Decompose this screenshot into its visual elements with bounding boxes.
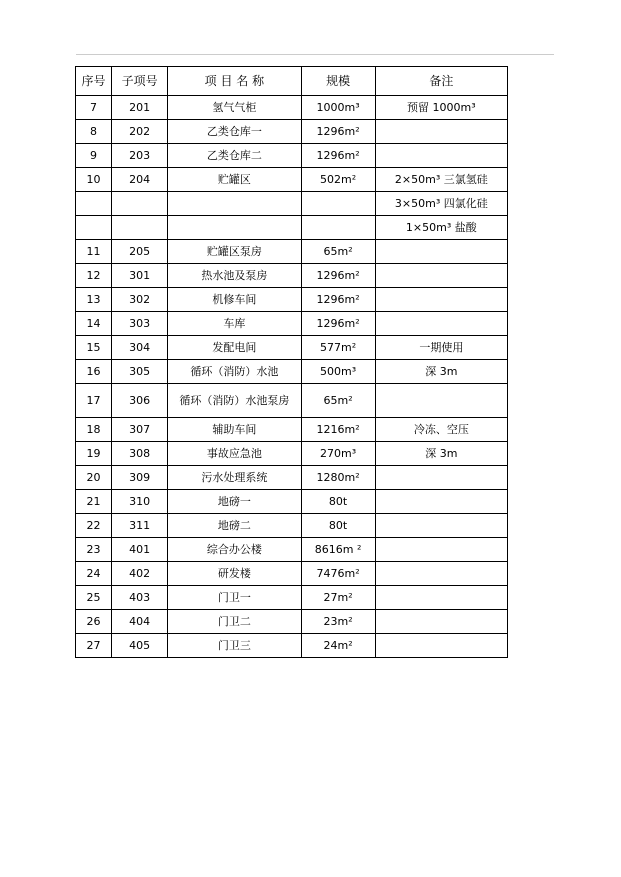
cell-note: 深 3m: [375, 360, 507, 384]
cell-note: 1×50m³ 盐酸: [375, 216, 507, 240]
cell-no: 11: [76, 240, 112, 264]
table-row: [76, 418, 508, 442]
cell-scale: [301, 192, 375, 216]
cell-sub: 202: [112, 120, 168, 144]
table-row: [76, 240, 508, 264]
cell-name: 事故应急池: [168, 442, 301, 466]
table-row: [76, 384, 508, 418]
cell-no: [76, 192, 112, 216]
table-row: [76, 442, 508, 466]
cell-scale: 502m²: [301, 168, 375, 192]
cell-sub: 205: [112, 240, 168, 264]
cell-sub: 305: [112, 360, 168, 384]
cell-sub: 402: [112, 562, 168, 586]
cell-scale: 80t: [301, 514, 375, 538]
cell-sub: 303: [112, 312, 168, 336]
cell-name: 地磅一: [168, 490, 301, 514]
cell-sub: 201: [112, 96, 168, 120]
table-row: [76, 168, 508, 192]
cell-no: 25: [76, 586, 112, 610]
cell-no: 9: [76, 144, 112, 168]
cell-note: [375, 264, 507, 288]
cell-scale: 1296m²: [301, 312, 375, 336]
header-scale: 规模: [301, 67, 375, 96]
cell-no: 23: [76, 538, 112, 562]
cell-sub: 203: [112, 144, 168, 168]
cell-scale: 24m²: [301, 634, 375, 658]
table-body: [76, 96, 508, 658]
cell-note: [375, 514, 507, 538]
cell-name: [168, 216, 301, 240]
cell-scale: 80t: [301, 490, 375, 514]
cell-sub: 405: [112, 634, 168, 658]
header-rule: [76, 54, 554, 55]
cell-note: [375, 490, 507, 514]
cell-scale: 1000m³: [301, 96, 375, 120]
cell-name: 循环（消防）水池: [168, 360, 301, 384]
cell-name: 发配电间: [168, 336, 301, 360]
cell-note: 2×50m³ 三氯氢硅: [375, 168, 507, 192]
cell-note: 3×50m³ 四氯化硅: [375, 192, 507, 216]
table-row: [76, 586, 508, 610]
cell-note: [375, 384, 507, 418]
table-row: [76, 466, 508, 490]
cell-no: [76, 216, 112, 240]
cell-scale: 577m²: [301, 336, 375, 360]
table-header-row: [76, 67, 508, 96]
cell-name: 研发楼: [168, 562, 301, 586]
cell-scale: 8616m ²: [301, 538, 375, 562]
cell-name: 热水池及泵房: [168, 264, 301, 288]
cell-scale: 23m²: [301, 610, 375, 634]
cell-no: 17: [76, 384, 112, 418]
header-sub: 子项号: [112, 67, 168, 96]
cell-name: 门卫三: [168, 634, 301, 658]
cell-no: 8: [76, 120, 112, 144]
cell-scale: 27m²: [301, 586, 375, 610]
cell-scale: 1296m²: [301, 144, 375, 168]
cell-no: 7: [76, 96, 112, 120]
cell-sub: 308: [112, 442, 168, 466]
cell-no: 15: [76, 336, 112, 360]
table-row: [76, 192, 508, 216]
cell-sub: [112, 192, 168, 216]
table-row: [76, 288, 508, 312]
cell-note: [375, 120, 507, 144]
cell-sub: 301: [112, 264, 168, 288]
cell-no: 13: [76, 288, 112, 312]
table-row: [76, 96, 508, 120]
cell-scale: 1216m²: [301, 418, 375, 442]
cell-scale: 1296m²: [301, 120, 375, 144]
cell-no: 16: [76, 360, 112, 384]
cell-note: [375, 288, 507, 312]
cell-note: [375, 562, 507, 586]
cell-scale: 1296m²: [301, 288, 375, 312]
cell-scale: 1280m²: [301, 466, 375, 490]
cell-note: [375, 586, 507, 610]
cell-name: 贮罐区: [168, 168, 301, 192]
cell-scale: 65m²: [301, 240, 375, 264]
cell-note: [375, 466, 507, 490]
table-row: [76, 514, 508, 538]
cell-sub: 403: [112, 586, 168, 610]
cell-note: [375, 634, 507, 658]
cell-name: 综合办公楼: [168, 538, 301, 562]
cell-note: 一期使用: [375, 336, 507, 360]
cell-no: 27: [76, 634, 112, 658]
cell-sub: 306: [112, 384, 168, 418]
table-row: [76, 336, 508, 360]
cell-sub: 302: [112, 288, 168, 312]
cell-no: 22: [76, 514, 112, 538]
cell-note: [375, 312, 507, 336]
cell-name: 辅助车间: [168, 418, 301, 442]
cell-sub: 309: [112, 466, 168, 490]
cell-scale: 1296m²: [301, 264, 375, 288]
cell-name: 污水处理系统: [168, 466, 301, 490]
table-row: [76, 610, 508, 634]
cell-sub: [112, 216, 168, 240]
table-row: [76, 312, 508, 336]
cell-no: 18: [76, 418, 112, 442]
cell-scale: 270m³: [301, 442, 375, 466]
cell-note: 冷冻、空压: [375, 418, 507, 442]
cell-note: [375, 610, 507, 634]
cell-sub: 311: [112, 514, 168, 538]
cell-sub: 310: [112, 490, 168, 514]
table-row: [76, 538, 508, 562]
table-row: [76, 216, 508, 240]
cell-no: 10: [76, 168, 112, 192]
header-no: 序号: [76, 67, 112, 96]
cell-no: 12: [76, 264, 112, 288]
cell-scale: [301, 216, 375, 240]
table-row: [76, 264, 508, 288]
cell-name: 循环（消防）水池泵房: [168, 384, 301, 418]
cell-no: 19: [76, 442, 112, 466]
cell-no: 20: [76, 466, 112, 490]
cell-name: 地磅二: [168, 514, 301, 538]
cell-name: 氢气气柜: [168, 96, 301, 120]
cell-sub: 401: [112, 538, 168, 562]
cell-name: 乙类仓库二: [168, 144, 301, 168]
table-row: [76, 490, 508, 514]
cell-name: 乙类仓库一: [168, 120, 301, 144]
table-row: [76, 562, 508, 586]
cell-note: [375, 538, 507, 562]
cell-no: 26: [76, 610, 112, 634]
cell-note: 深 3m: [375, 442, 507, 466]
cell-no: 24: [76, 562, 112, 586]
cell-sub: 304: [112, 336, 168, 360]
header-note: 备注: [375, 67, 507, 96]
cell-no: 21: [76, 490, 112, 514]
cell-name: 机修车间: [168, 288, 301, 312]
cell-sub: 204: [112, 168, 168, 192]
table-row: [76, 120, 508, 144]
cell-scale: 7476m²: [301, 562, 375, 586]
table-row: [76, 360, 508, 384]
cell-note: [375, 240, 507, 264]
cell-no: 14: [76, 312, 112, 336]
project-table: [75, 66, 508, 658]
cell-note: 预留 1000m³: [375, 96, 507, 120]
cell-scale: 65m²: [301, 384, 375, 418]
cell-sub: 307: [112, 418, 168, 442]
cell-name: 贮罐区泵房: [168, 240, 301, 264]
table-row: [76, 144, 508, 168]
cell-name: 门卫一: [168, 586, 301, 610]
header-name: 项 目 名 称: [168, 67, 301, 96]
cell-name: 门卫二: [168, 610, 301, 634]
table-row: [76, 634, 508, 658]
cell-scale: 500m³: [301, 360, 375, 384]
cell-sub: 404: [112, 610, 168, 634]
cell-name: 车库: [168, 312, 301, 336]
cell-name: [168, 192, 301, 216]
cell-note: [375, 144, 507, 168]
